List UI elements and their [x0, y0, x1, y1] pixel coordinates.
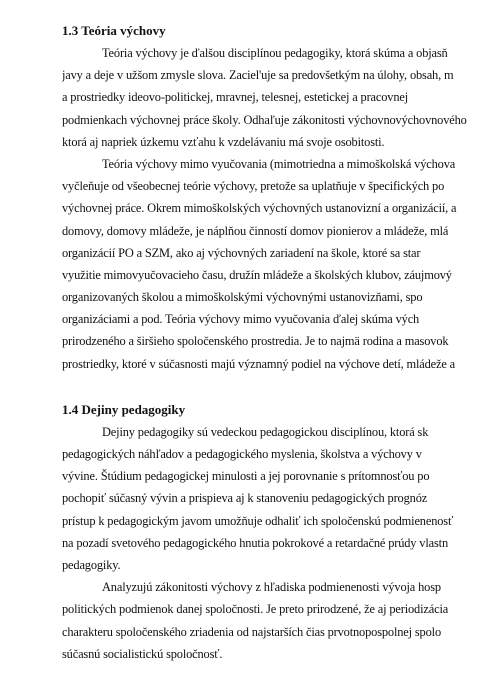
- paragraph-line: ktorá aj napriek úzkemu vzťahu k vzdelávaniu má svoje osobitosti.: [62, 134, 385, 149]
- paragraph-line: prístup k pedagogickým javom umožňuje odhaliť ich spoločenskú podmienenosť: [62, 513, 454, 528]
- paragraph-line: organizáciami a pod. Teória výchovy mimo vyučovania ďalej skúma vých: [62, 312, 420, 327]
- paragraph-line: charakteru spoločenského zriadenia od najstarších čias prvotnopospolnej spolo: [62, 624, 441, 639]
- document-page: [62, 22, 482, 665]
- paragraph-line: vyčleňuje od všeobecnej teórie výchovy, pretože sa uplatňuje v špecifických po: [62, 179, 445, 194]
- paragraph-line: podmienkach výchovnej práce školy. Odhaľuje zákonitosti výchovnovýchovnového: [62, 112, 467, 127]
- paragraph-line: domovy, domovy mládeže, je náplňou činností domov pionierov a mládeže, mlá: [62, 223, 449, 238]
- section-heading-teoria-vychovy: 1.3 Teória výchovy: [62, 23, 166, 38]
- paragraph-line: Teória výchovy je ďalšou disciplínou pedagogiky, ktorá skúma a objasň: [102, 46, 448, 60]
- paragraph-line: javy a deje v užšom zmysle slova. Zaciel'uje sa predovšetkým na úlohy, obsah, m: [62, 68, 454, 83]
- paragraph-line: a prostriedky ideovo-politickej, mravnej, telesnej, estetickej a pracovnej: [62, 90, 409, 105]
- paragraph-line: prirodzeného a širšieho spoločenského prostredia. Je to najmä rodina a masovok: [62, 334, 449, 349]
- paragraph-line: súčasnú socialistickú spoločnosť.: [62, 646, 223, 661]
- paragraph-line: Dejiny pedagogiky sú vedeckou pedagogickou disciplínou, ktorá sk: [102, 424, 429, 439]
- paragraph-line: organizácií PO a SZM, ako aj výchovných zariadení na škole, ktoré sa star: [62, 245, 421, 260]
- paragraph-line: výchovnej práce. Okrem mimoškolských výchovných ustanovizní a organizácií, a: [62, 201, 457, 216]
- paragraph-line: na pozadí svetového pedagogického hnutia pokrokové a retardačné prúdy vlastn: [62, 535, 448, 550]
- paragraph-line: pochopiť súčasný vývin a prispieva aj k stanoveniu pedagogických prognóz: [62, 491, 428, 506]
- paragraph-line: pedagogických náhľadov a pedagogického myslenia, školstva a výchovy v: [62, 447, 422, 461]
- paragraph-line: využitie mimovyučovacieho času, družín mládeže a školských klubov, záujmový: [62, 267, 452, 282]
- paragraph-line: pedagogiky.: [62, 557, 121, 572]
- section-heading-dejiny-pedagogiky: 1.4 Dejiny pedagogiky: [62, 401, 186, 417]
- paragraph-line: organizovaných školou a mimoškolskými výchovnými ustanovizňami, spo: [62, 290, 423, 305]
- paragraph-line: prostriedky, ktoré v súčasnosti majú významný podiel na výchove detí, mládeže a: [62, 356, 456, 371]
- paragraph-line: politických podmienok danej spoločnosti. Je preto prirodzené, že aj periodizácia: [62, 602, 449, 617]
- paragraph-line: Teória výchovy mimo vyučovania (mimotriedna a mimoškolská výchova: [102, 156, 456, 171]
- paragraph-line: Analyzujú zákonitosti výchovy z hľadiska podmienenosti vývoja hosp: [102, 580, 441, 595]
- paragraph-line: vývine. Štúdium pedagogickej minulosti a jej porovnanie s prítomnosťou po: [62, 469, 430, 484]
